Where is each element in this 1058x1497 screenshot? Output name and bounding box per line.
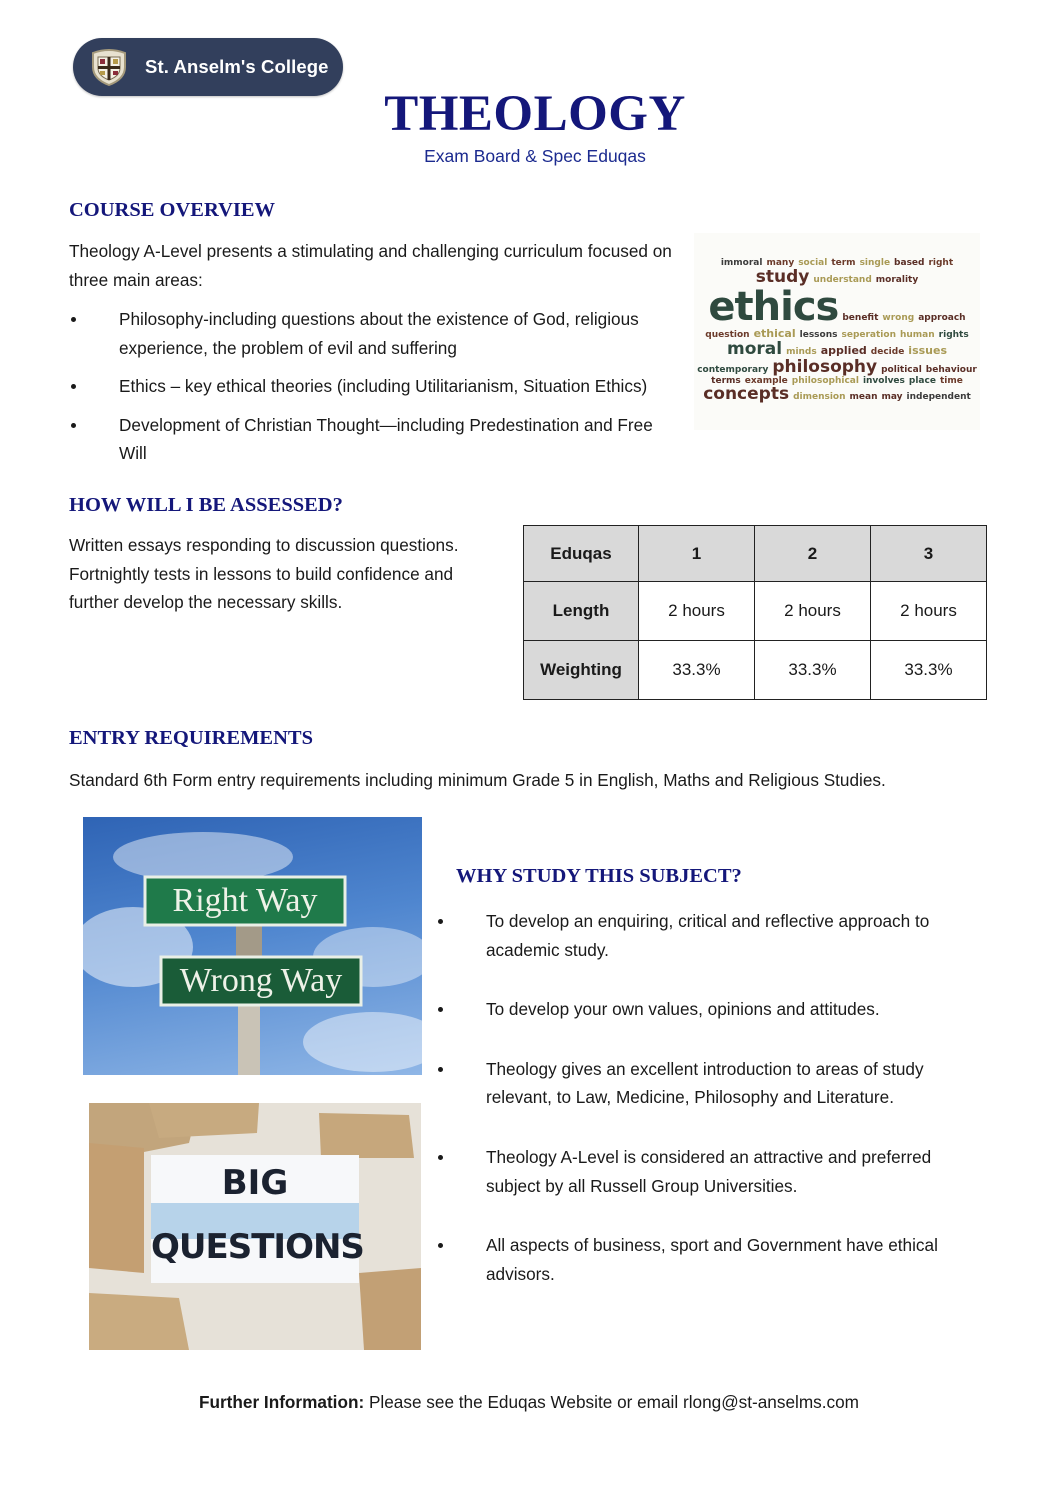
word: immoral bbox=[720, 258, 763, 269]
bullet-icon bbox=[71, 384, 76, 389]
course-overview-intro: Theology A-Level presents a stimulating and challenging curriculum focused on three main areas: bbox=[69, 241, 672, 290]
word: single bbox=[859, 258, 891, 269]
assessment-heading: HOW WILL I BE ASSESSED? bbox=[69, 494, 343, 516]
word: lessons bbox=[799, 330, 838, 341]
bullet-icon bbox=[71, 317, 76, 322]
list-item bbox=[69, 305, 684, 362]
word: human bbox=[899, 330, 935, 341]
word: dimension bbox=[793, 392, 846, 402]
table-header-cell: 3 bbox=[871, 526, 987, 582]
list-item-text: To develop an enquiring, critical and reflective approach to academic study. bbox=[486, 911, 930, 960]
word: approach bbox=[918, 313, 966, 324]
table-cell: 2 hours bbox=[871, 582, 987, 641]
word: based bbox=[894, 258, 925, 269]
further-information bbox=[0, 1392, 1058, 1413]
table-row-label: Weighting bbox=[524, 641, 639, 700]
big-questions-image bbox=[89, 1103, 421, 1350]
word: ethical bbox=[753, 327, 796, 341]
table-row-label: Length bbox=[524, 582, 639, 641]
word: many bbox=[766, 258, 795, 269]
bullet-icon bbox=[438, 1243, 443, 1248]
word: moral bbox=[726, 338, 783, 359]
list-item bbox=[436, 1143, 976, 1200]
assessment-description: Written essays responding to discussion questions. Fortnightly tests in lessons to build confidence and further develop the necessary skills. bbox=[69, 535, 459, 613]
big-text: BIG bbox=[221, 1163, 289, 1203]
table-row bbox=[524, 582, 987, 641]
ethics-word-cloud-image bbox=[694, 233, 980, 430]
bullet-icon bbox=[71, 423, 76, 428]
wrong-way-sign-text: Wrong Way bbox=[179, 962, 343, 999]
list-item bbox=[69, 411, 684, 468]
word: rights bbox=[938, 330, 969, 341]
further-information-text[interactable]: Please see the Eduqas Website or email rlong@st-anselms.com bbox=[364, 1392, 859, 1412]
entry-requirements-text: Standard 6th Form entry requirements including minimum Grade 5 in English, Maths and Religious Studies. bbox=[69, 770, 886, 790]
word: may bbox=[881, 392, 903, 402]
table-cell: 33.3% bbox=[755, 641, 871, 700]
list-item-text: All aspects of business, sport and Government have ethical advisors. bbox=[486, 1235, 938, 1284]
word: time bbox=[939, 375, 963, 386]
word: decide bbox=[870, 346, 905, 357]
table-cell: 33.3% bbox=[871, 641, 987, 700]
list-item bbox=[436, 995, 976, 1024]
table-header-cell: Eduqas bbox=[524, 526, 639, 582]
word: place bbox=[908, 375, 936, 386]
table-header-cell: 1 bbox=[639, 526, 755, 582]
list-item-text: To develop your own values, opinions and attitudes. bbox=[486, 999, 880, 1020]
list-item bbox=[436, 1231, 976, 1288]
word: social bbox=[798, 258, 828, 269]
list-item-text: Theology gives an excellent introduction to areas of study relevant, to Law, Medicine, Philosophy and Literature. bbox=[486, 1058, 924, 1108]
entry-requirements-heading: ENTRY REQUIREMENTS bbox=[69, 727, 313, 749]
bullet-icon bbox=[438, 1155, 443, 1160]
table-header-row bbox=[524, 526, 987, 582]
word: term bbox=[831, 258, 856, 269]
word: seperation bbox=[841, 330, 896, 341]
word: independent bbox=[906, 392, 971, 402]
list-item bbox=[69, 372, 684, 401]
further-information-label: Further Information: bbox=[199, 1392, 365, 1412]
word: involves bbox=[862, 375, 905, 386]
assessment-table bbox=[523, 525, 987, 700]
questions-text: QUESTIONS bbox=[151, 1227, 364, 1267]
table-cell: 33.3% bbox=[639, 641, 755, 700]
word: example bbox=[744, 375, 788, 386]
word: philosophy bbox=[772, 356, 878, 377]
word: mean bbox=[849, 392, 878, 402]
list-item bbox=[436, 1055, 976, 1112]
school-name: St. Anselm's College bbox=[145, 56, 329, 77]
bullet-icon bbox=[438, 1007, 443, 1012]
word: behaviour bbox=[925, 364, 977, 375]
word: ethics bbox=[708, 284, 839, 331]
table-header-cell: 2 bbox=[755, 526, 871, 582]
list-item-text: Ethics – key ethical theories (including Utilitarianism, Situation Ethics) bbox=[119, 376, 648, 397]
street-signs-illustration bbox=[83, 817, 422, 1075]
table-row bbox=[524, 641, 987, 700]
list-item bbox=[436, 907, 976, 964]
course-overview-list bbox=[69, 305, 684, 478]
why-study-heading: WHY STUDY THIS SUBJECT? bbox=[456, 865, 742, 887]
word: issues bbox=[908, 343, 948, 357]
list-item-text: Philosophy-including questions about the existence of God, religious experience, the problem of evil and suffering bbox=[119, 309, 639, 358]
page-title: THEOLOGY bbox=[384, 86, 686, 142]
word: minds bbox=[786, 346, 817, 357]
word: question bbox=[705, 330, 750, 341]
bullet-icon bbox=[438, 919, 443, 924]
list-item-text: Development of Christian Thought—including Predestination and Free Will bbox=[119, 414, 653, 464]
word: morality bbox=[875, 274, 919, 285]
table-cell: 2 hours bbox=[755, 582, 871, 641]
word: concepts bbox=[703, 384, 790, 404]
list-item-text: Theology A-Level is considered an attractive and preferred subject by all Russell Group Universities. bbox=[486, 1146, 932, 1196]
course-overview-heading: COURSE OVERVIEW bbox=[69, 199, 276, 221]
word: right bbox=[928, 258, 954, 269]
why-study-list bbox=[436, 907, 976, 1319]
word: political bbox=[881, 364, 922, 375]
bullet-icon bbox=[438, 1067, 443, 1072]
word: study bbox=[755, 266, 810, 287]
word: terms bbox=[711, 375, 741, 386]
table-cell: 2 hours bbox=[639, 582, 755, 641]
word: understand bbox=[813, 274, 872, 285]
word: applied bbox=[820, 343, 867, 357]
word: benefit bbox=[842, 313, 879, 324]
crest-icon bbox=[89, 47, 129, 87]
right-way-wrong-way-image bbox=[83, 817, 422, 1075]
word: philosophical bbox=[791, 375, 859, 386]
word: contemporary bbox=[697, 364, 769, 375]
word: wrong bbox=[882, 313, 915, 324]
right-way-sign-text: Right Way bbox=[172, 882, 318, 919]
exam-board-subtitle: Exam Board & Spec Eduqas bbox=[424, 146, 646, 166]
